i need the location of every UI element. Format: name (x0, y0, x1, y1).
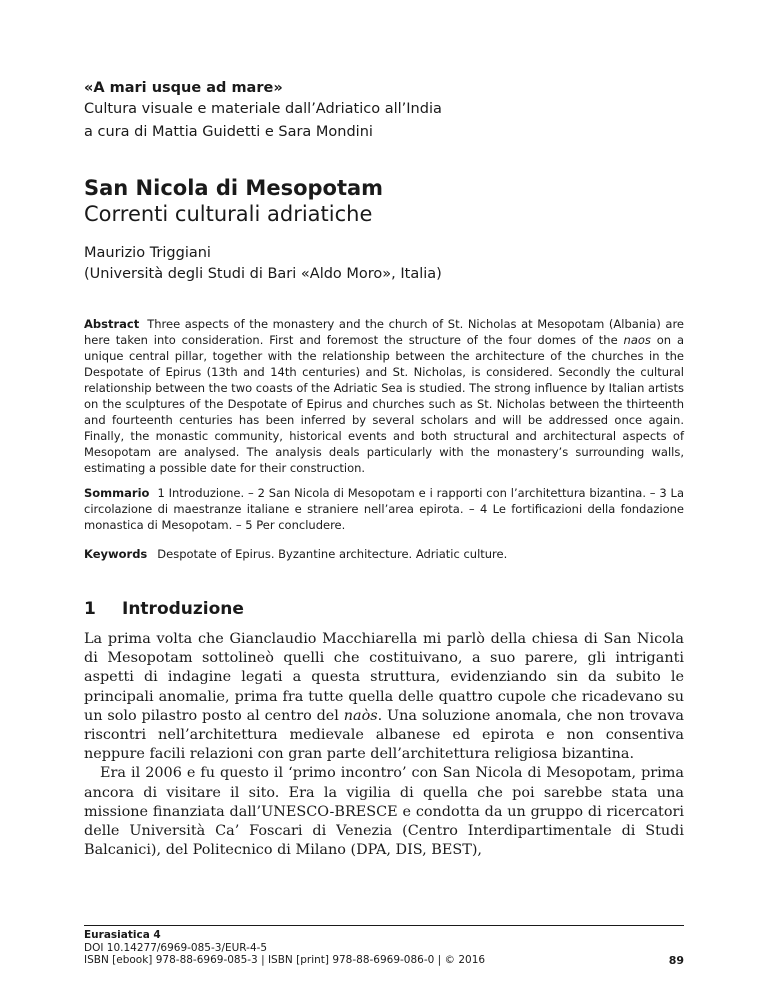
footer-divider (84, 925, 684, 926)
keywords-label: Keywords (84, 547, 148, 561)
abstract-text-2: on a unique central pillar, together with the relationship between the architecture of the churches in the Despotate of Epirus (13th and 14th centuries) and St. Nicholas, is considered. Secondly the cultural relationship between the two coasts of the Adriatic Sea is studied. The strong influence by Italian artists on the sculptures of the Despotate of Epirus and churches such as St. Nicholas between the thirteenth and fourteenth centuries has been inferred by several scholars and will be addressed once again. Finally, the monastic community, historical events and both structural and architectural aspects of Mesopotam are analysed. The analysis deals particularly with the monastery’s surrounding walls, estimating a possible date for their construction. (84, 333, 684, 475)
section-title: Introduzione (122, 599, 244, 619)
author-name: Maurizio Triggiani (84, 245, 211, 261)
series-title: «A mari usque ad mare» (84, 80, 283, 96)
series-header (84, 78, 684, 143)
paragraph-1-a: La prima volta che Gianclaudio Macchiarella mi parlò della chiesa di San Nicola di Mesopotam sottolineò quelli che costituivano, a suo parere, gli intriganti aspetti di indagine legati a questa struttura, evidenziando sin da subito le principali anomalie, prima fra tutte quella delle quattro cupole che ricadevano su un solo pilastro posto al centro del (84, 631, 684, 724)
article-subtitle: Correnti culturali adriatiche (84, 202, 373, 226)
body-text (84, 630, 684, 860)
author-affiliation: (Università degli Studi di Bari «Aldo Moro», Italia) (84, 266, 442, 282)
keywords (84, 546, 684, 562)
paragraph-1-naos: naòs (343, 707, 378, 724)
article-title-block (84, 175, 684, 227)
section-number: 1 (84, 599, 96, 619)
keywords-text: Despotate of Epirus. Byzantine architecture. Adriatic culture. (157, 547, 508, 561)
sommario-label: Sommario (84, 486, 150, 500)
abstract-text-1: Three aspects of the monastery and the church of St. Nicholas at Mesopotam (Albania) are here taken into consideration. First and foremost the structure of the four domes of the (84, 317, 684, 347)
section-heading (84, 598, 684, 620)
sommario (84, 485, 684, 533)
footer-journal: Eurasiatica 4 (84, 929, 161, 941)
page-number: 89 (668, 954, 684, 967)
abstract (84, 316, 684, 476)
series-subtitle: Cultura visuale e materiale dall’Adriatico all’India (84, 101, 442, 117)
footer-isbn: ISBN [ebook] 978-88-6969-085-3 | ISBN [print] 978-88-6969-086-0 | © 2016 (84, 954, 486, 966)
paragraph-2: Era il 2006 e fu questo il ‘primo incontro’ con San Nicola di Mesopotam, prima ancora di visitare il sito. Era la vigilia di quella che poi sarebbe stata una missione finanziata dall’UNESCO-BRESCE e condotta da un gruppo di ricercatori delle Università Ca’ Foscari di Venezia (Centro Interdipartimentale di Studi Balcanici), del Politecnico di Milano (DPA, DIS, BEST), (84, 765, 684, 859)
article-title: San Nicola di Mesopotam (84, 176, 384, 200)
footer-doi: DOI 10.14277/6969-085-3/EUR-4-5 (84, 941, 268, 954)
author-block (84, 243, 684, 285)
paragraph-1 (84, 630, 684, 764)
series-editors: a cura di Mattia Guidetti e Sara Mondini (84, 124, 373, 140)
abstract-label: Abstract (84, 317, 140, 331)
abstract-naos: naos (623, 333, 651, 347)
sommario-text: 1 Introduzione. – 2 San Nicola di Mesopotam e i rapporti con l’architettura bizantina. – 3 La circolazione di maestranze italiane e straniere nell’area epirota. – 4 Le fortificazioni della fondazione monastica di Mesopotam. – 5 Per concludere. (84, 486, 684, 532)
footer (84, 929, 684, 967)
paragraph-1-b: . Una soluzione anomala, che non trovava riscontri nell’architettura medievale albanese ed epirota e non consentiva neppure facili relazioni con gran parte dell’architettura religiosa bizantina. (84, 707, 684, 763)
